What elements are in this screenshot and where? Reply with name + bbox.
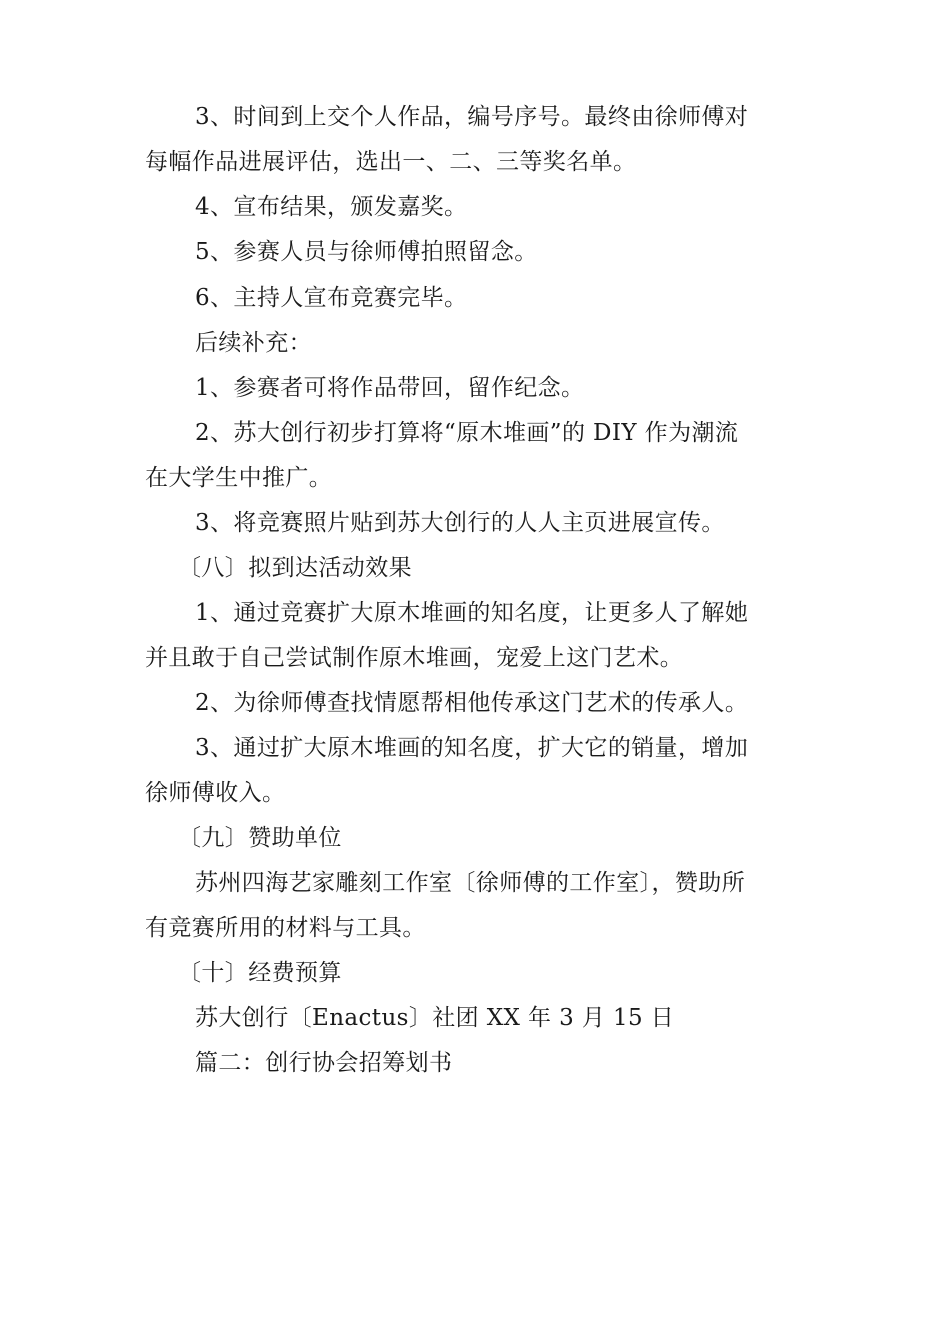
step-4-line: 4、宣布结果，颁发嘉奖。 <box>195 194 468 220</box>
effect-item-1-line-1: 1、通过竞赛扩大原木堆画的知名度，让更多人了解她 <box>195 600 749 626</box>
follow-up-item-2-line-1: 2、苏大创行初步打算将“原木堆画”的 DIY 作为潮流 <box>195 420 739 446</box>
sponsor-line-2: 有竞赛所用的材料与工具。 <box>145 915 426 941</box>
section-9-heading: 〔九〕赞助单位 <box>178 825 342 851</box>
follow-up-item-2-line-2: 在大学生中推广。 <box>145 465 333 491</box>
follow-up-heading: 后续补充： <box>195 330 312 356</box>
step-5-line: 5、参赛人员与徐师傅拍照留念。 <box>195 239 538 265</box>
section-8-heading: 〔八〕拟到达活动效果 <box>178 555 412 581</box>
effect-item-1-line-2: 并且敢于自己尝试制作原木堆画，宠爱上这门艺术。 <box>145 645 684 671</box>
effect-item-3-line-1: 3、通过扩大原木堆画的知名度，扩大它的销量，增加 <box>195 735 749 761</box>
section-10-heading: 〔十〕经费预算 <box>178 960 342 986</box>
follow-up-item-1: 1、参赛者可将作品带回，留作纪念。 <box>195 375 585 401</box>
follow-up-item-3: 3、将竞赛照片贴到苏大创行的人人主页进展宣传。 <box>195 510 725 536</box>
part-two-heading: 篇二：创行协会招筹划书 <box>195 1050 453 1076</box>
step-3-line-2: 每幅作品进展评估，选出一、二、三等奖名单。 <box>145 149 637 175</box>
sponsor-line-1: 苏州四海艺家雕刻工作室〔徐师傅的工作室〕，赞助所 <box>195 870 746 896</box>
step-3-line-1: 3、时间到上交个人作品，编号序号。最终由徐师傅对 <box>195 104 749 130</box>
signature-date-line: 苏大创行〔Enactus〕社团 XX 年 3 月 15 日 <box>195 1005 675 1031</box>
effect-item-2: 2、为徐师傅查找情愿帮相他传承这门艺术的传承人。 <box>195 690 749 716</box>
step-6-line: 6、主持人宣布竞赛完毕。 <box>195 285 468 311</box>
effect-item-3-line-2: 徐师傅收入。 <box>145 780 286 806</box>
